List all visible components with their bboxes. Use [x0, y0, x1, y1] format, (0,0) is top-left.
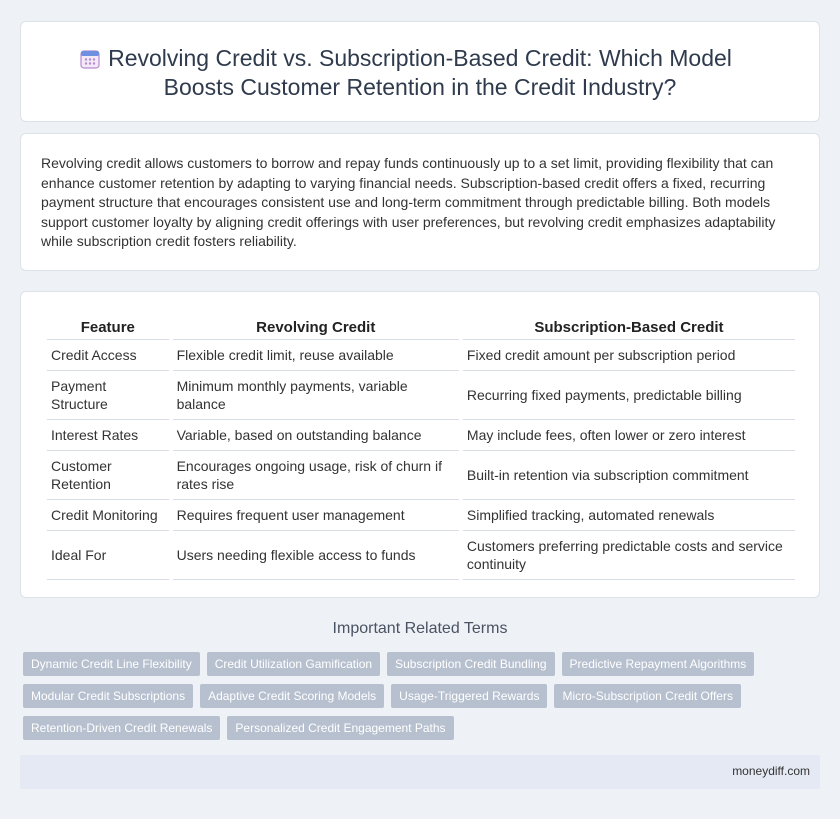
title-card [20, 21, 820, 122]
table-row [47, 340, 795, 371]
intro-card [20, 133, 820, 271]
related-terms-title: Important Related Terms [332, 620, 508, 637]
site-name[interactable]: moneydiff.com [732, 764, 810, 778]
page-title: Revolving Credit vs. Subscription-Based Credit: Which Model Boosts Customer Retention in the Credit Industry? [108, 45, 732, 100]
subscription-cell: Built-in retention via subscription commitment [463, 451, 795, 500]
revolving-cell: Variable, based on outstanding balance [173, 420, 459, 451]
related-term-tag[interactable]: Retention-Driven Credit Renewals [23, 716, 220, 740]
feature-cell: Ideal For [47, 531, 169, 580]
table-row [47, 451, 795, 500]
comparison-card [20, 291, 820, 598]
header-revolving: Revolving Credit [173, 316, 459, 340]
related-term-tag[interactable]: Micro-Subscription Credit Offers [554, 684, 741, 708]
comparison-table [43, 316, 799, 580]
related-terms-list [23, 652, 823, 748]
table-header-row [47, 316, 795, 340]
table-row [47, 371, 795, 420]
subscription-cell: Customers preferring predictable costs and service continuity [463, 531, 795, 580]
tag-row [23, 684, 823, 708]
tag-row [23, 716, 823, 740]
feature-cell: Payment Structure [47, 371, 169, 420]
table-row [47, 420, 795, 451]
revolving-cell: Encourages ongoing usage, risk of churn if rates rise [173, 451, 459, 500]
subscription-cell: Recurring fixed payments, predictable billing [463, 371, 795, 420]
revolving-cell: Requires frequent user management [173, 500, 459, 531]
subscription-cell: May include fees, often lower or zero interest [463, 420, 795, 451]
related-term-tag[interactable]: Subscription Credit Bundling [387, 652, 554, 676]
feature-cell: Credit Monitoring [47, 500, 169, 531]
related-term-tag[interactable]: Adaptive Credit Scoring Models [200, 684, 384, 708]
feature-cell: Interest Rates [47, 420, 169, 451]
intro-paragraph: Revolving credit allows customers to borrow and repay funds continuously up to a set limit, providing flexibility that can enhance customer retention by adapting to varying financial needs. Subscription-based credit offers a fixed, recurring payment structure that encourages consistent use and long-term commitment through predictable billing. Both models support customer loyalty by aligning credit offerings with user preferences, but revolving credit emphasizes adaptability while subscription credit fosters reliability. [41, 155, 776, 250]
table-row [47, 500, 795, 531]
revolving-cell: Users needing flexible access to funds [173, 531, 459, 580]
subscription-cell: Fixed credit amount per subscription period [463, 340, 795, 371]
footer [20, 755, 820, 789]
feature-cell: Credit Access [47, 340, 169, 371]
related-term-tag[interactable]: Predictive Repayment Algorithms [562, 652, 755, 676]
related-term-tag[interactable]: Credit Utilization Gamification [207, 652, 380, 676]
table-row [47, 531, 795, 580]
feature-cell: Customer Retention [47, 451, 169, 500]
related-term-tag[interactable]: Modular Credit Subscriptions [23, 684, 193, 708]
related-term-tag[interactable]: Personalized Credit Engagement Paths [227, 716, 453, 740]
header-feature: Feature [47, 316, 169, 340]
related-term-tag[interactable]: Usage-Triggered Rewards [391, 684, 547, 708]
header-subscription: Subscription-Based Credit [463, 316, 795, 340]
revolving-cell: Flexible credit limit, reuse available [173, 340, 459, 371]
revolving-cell: Minimum monthly payments, variable balance [173, 371, 459, 420]
tag-row [23, 652, 823, 676]
related-term-tag[interactable]: Dynamic Credit Line Flexibility [23, 652, 200, 676]
subscription-cell: Simplified tracking, automated renewals [463, 500, 795, 531]
